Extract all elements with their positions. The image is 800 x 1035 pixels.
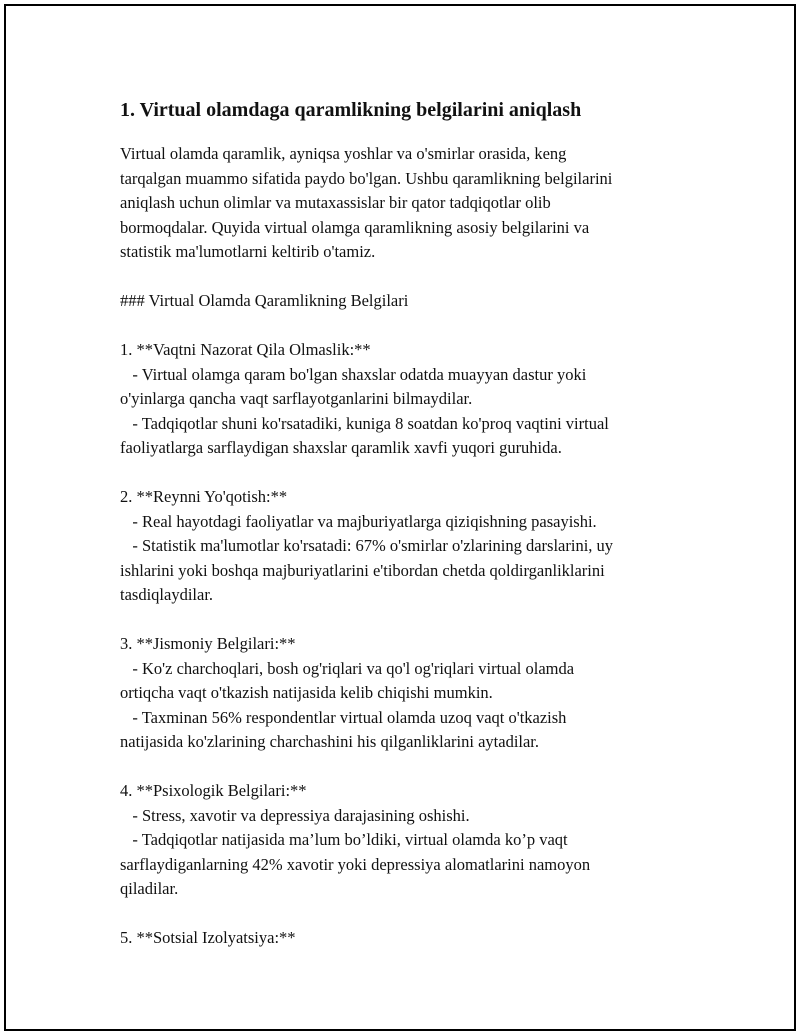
list-section-line: ortiqcha vaqt o'tkazish natijasida kelib chiqishi mumkin. [120, 683, 493, 702]
intro-paragraph [120, 142, 680, 265]
intro-line: tarqalgan muammo sifatida paydo bo'lgan. Ushbu qaramlikning belgilarini [120, 168, 613, 188]
list-section-title: 1. **Vaqtni Nazorat Qila Olmaslik:** [120, 340, 371, 359]
list-section-title: 3. **Jismoniy Belgilari:** [120, 634, 296, 653]
document-body [120, 96, 680, 951]
list-section-line: tasdiqlaydilar. [120, 585, 214, 604]
section-heading: 1. Virtual olamdaga qaramlikning belgilarini aniqlash [120, 99, 582, 121]
document-page [4, 4, 796, 1031]
subheading [120, 289, 680, 314]
list-section [120, 926, 680, 951]
subheading-text: ### Virtual Olamda Qaramlikning Belgilari [120, 291, 409, 310]
intro-line: aniqlash uchun olimlar va mutaxassislar bir qator tadqiqotlar olib [120, 193, 551, 212]
list-section-line: - Tadqiqotlar shuni ko'rsatadiki, kuniga 8 soatdan ko'proq vaqtini virtual [120, 413, 609, 433]
list-section [120, 779, 680, 902]
list-section-line: - Stress, xavotir va depressiya darajasining oshishi. [120, 805, 470, 825]
list-section-line: - Real hayotdagi faoliyatlar va majburiyatlarga qiziqishning pasayishi. [120, 511, 597, 531]
intro-line: Virtual olamda qaramlik, ayniqsa yoshlar va o'smirlar orasida, keng [120, 144, 567, 163]
intro-line: statistik ma'lumotlarni keltirib o'tamiz. [120, 242, 376, 261]
intro-line: bormoqdalar. Quyida virtual olamga qaramlikning asosiy belgilarini va [120, 217, 590, 237]
list-section-line: natijasida ko'zlarining charchashini his qilganliklarini aytadilar. [120, 732, 540, 751]
list-section-title: 2. **Reynni Yo'qotish:** [120, 487, 288, 506]
list-section [120, 485, 680, 608]
list-section-line: - Taxminan 56% respondentlar virtual olamda uzoq vaqt o'tkazish [120, 707, 567, 727]
list-section-line: ishlarini yoki boshqa majburiyatlarini e'tibordan chetda qoldirganliklarini [120, 560, 605, 580]
list-section-title: 5. **Sotsial Izolyatsiya:** [120, 928, 296, 947]
list-section-title: 4. **Psixologik Belgilari:** [120, 781, 307, 800]
list-section [120, 338, 680, 461]
list-section [120, 632, 680, 755]
list-section-line: - Tadqiqotlar natijasida ma’lum bo’ldiki, virtual olamda ko’p vaqt [120, 830, 568, 849]
list-section-line: qiladilar. [120, 879, 179, 898]
list-section-line: o'yinlarga qancha vaqt sarflayotganlarini bilmaydilar. [120, 389, 473, 408]
list-section-line: - Statistik ma'lumotlar ko'rsatadi: 67% o'smirlar o'zlarining darslarini, uy [120, 536, 614, 555]
list-section-line: - Ko'z charchoqlari, bosh og'riqlari va qo'l og'riqlari virtual olamda [120, 658, 575, 678]
list-section-line: faoliyatlarga sarflaydigan shaxslar qaramlik xavfi yuqori guruhida. [120, 438, 562, 457]
list-section-line: - Virtual olamga qaram bo'lgan shaxslar odatda muayyan dastur yoki [120, 364, 587, 384]
list-section-line: sarflaydiganlarning 42% xavotir yoki depressiya alomatlarini namoyon [120, 854, 591, 874]
